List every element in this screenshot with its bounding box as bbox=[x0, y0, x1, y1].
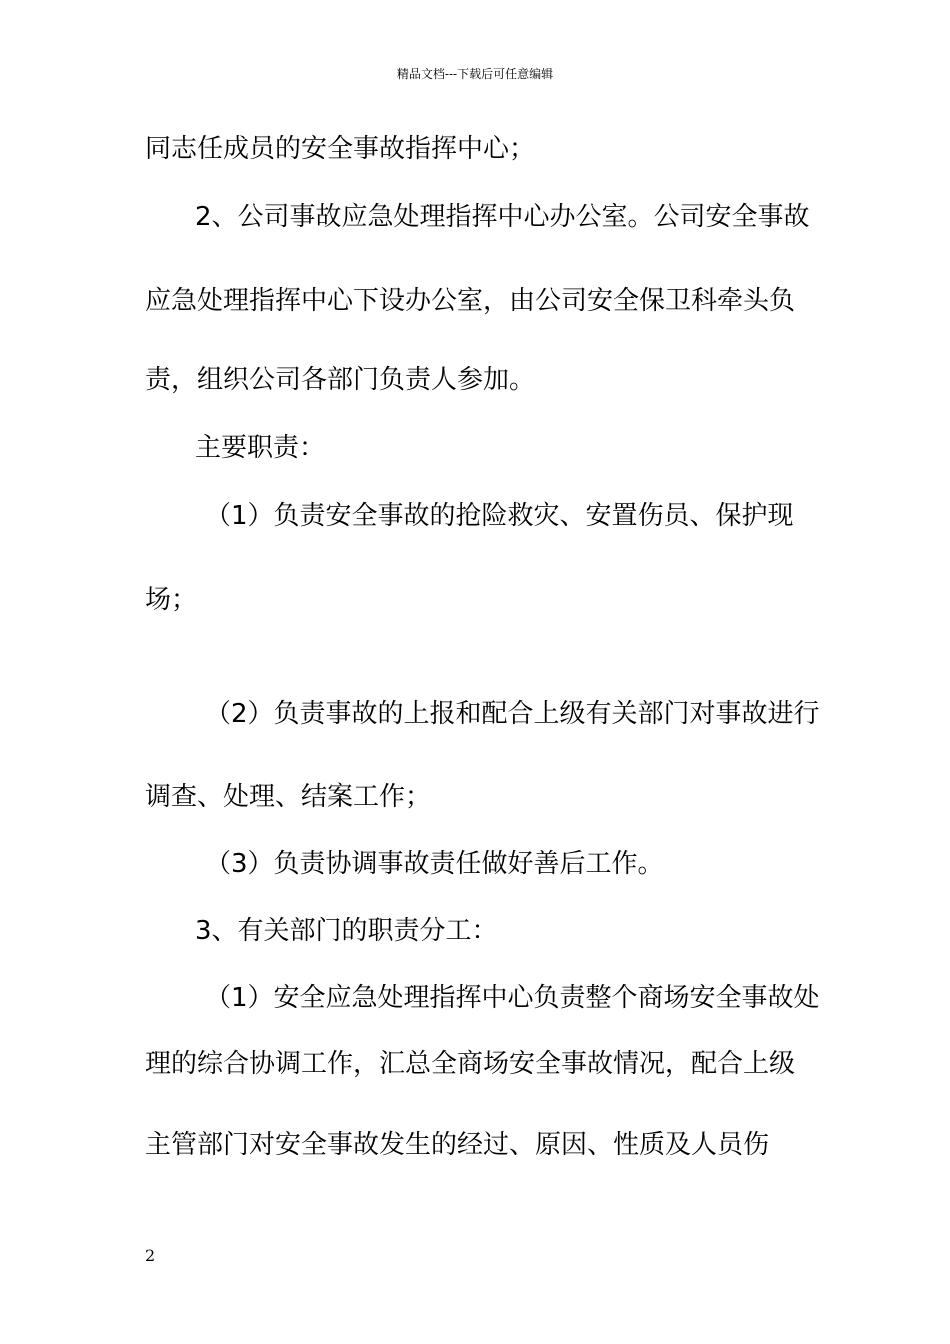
body-line: 同志任成员的安全事故指挥中心； bbox=[145, 134, 536, 164]
body-line: 3、有关部门的职责分工： bbox=[195, 916, 498, 946]
body-line: 理的综合协调工作，汇总全商场安全事故情况，配合上级 bbox=[145, 1049, 796, 1079]
body-line: 调查、处理、结案工作； bbox=[145, 782, 432, 812]
body-line: 场； bbox=[145, 585, 198, 615]
body-line: 主管部门对安全事故发生的经过、原因、性质及人员伤 bbox=[145, 1130, 770, 1160]
body-line: 主要职责： bbox=[195, 433, 326, 463]
page-header: 精品文档---下载后可任意编辑 bbox=[396, 67, 554, 81]
body-line: 应急处理指挥中心下设办公室，由公司安全保卫科牵头负 bbox=[145, 286, 796, 316]
body-line: 2、公司事故应急处理指挥中心办公室。公司安全事故 bbox=[195, 202, 810, 232]
body-line: （1）负责安全事故的抢险救灾、安置伤员、保护现 bbox=[205, 501, 794, 531]
body-line: （3）负责协调事故责任做好善后工作。 bbox=[205, 849, 664, 879]
body-line: 责，组织公司各部门负责人参加。 bbox=[145, 365, 536, 395]
body-line: （1）安全应急处理指挥中心负责整个商场安全事故处 bbox=[205, 983, 820, 1013]
body-line: （2）负责事故的上报和配合上级有关部门对事故进行 bbox=[205, 699, 820, 729]
page-number: 2 bbox=[145, 1246, 156, 1265]
